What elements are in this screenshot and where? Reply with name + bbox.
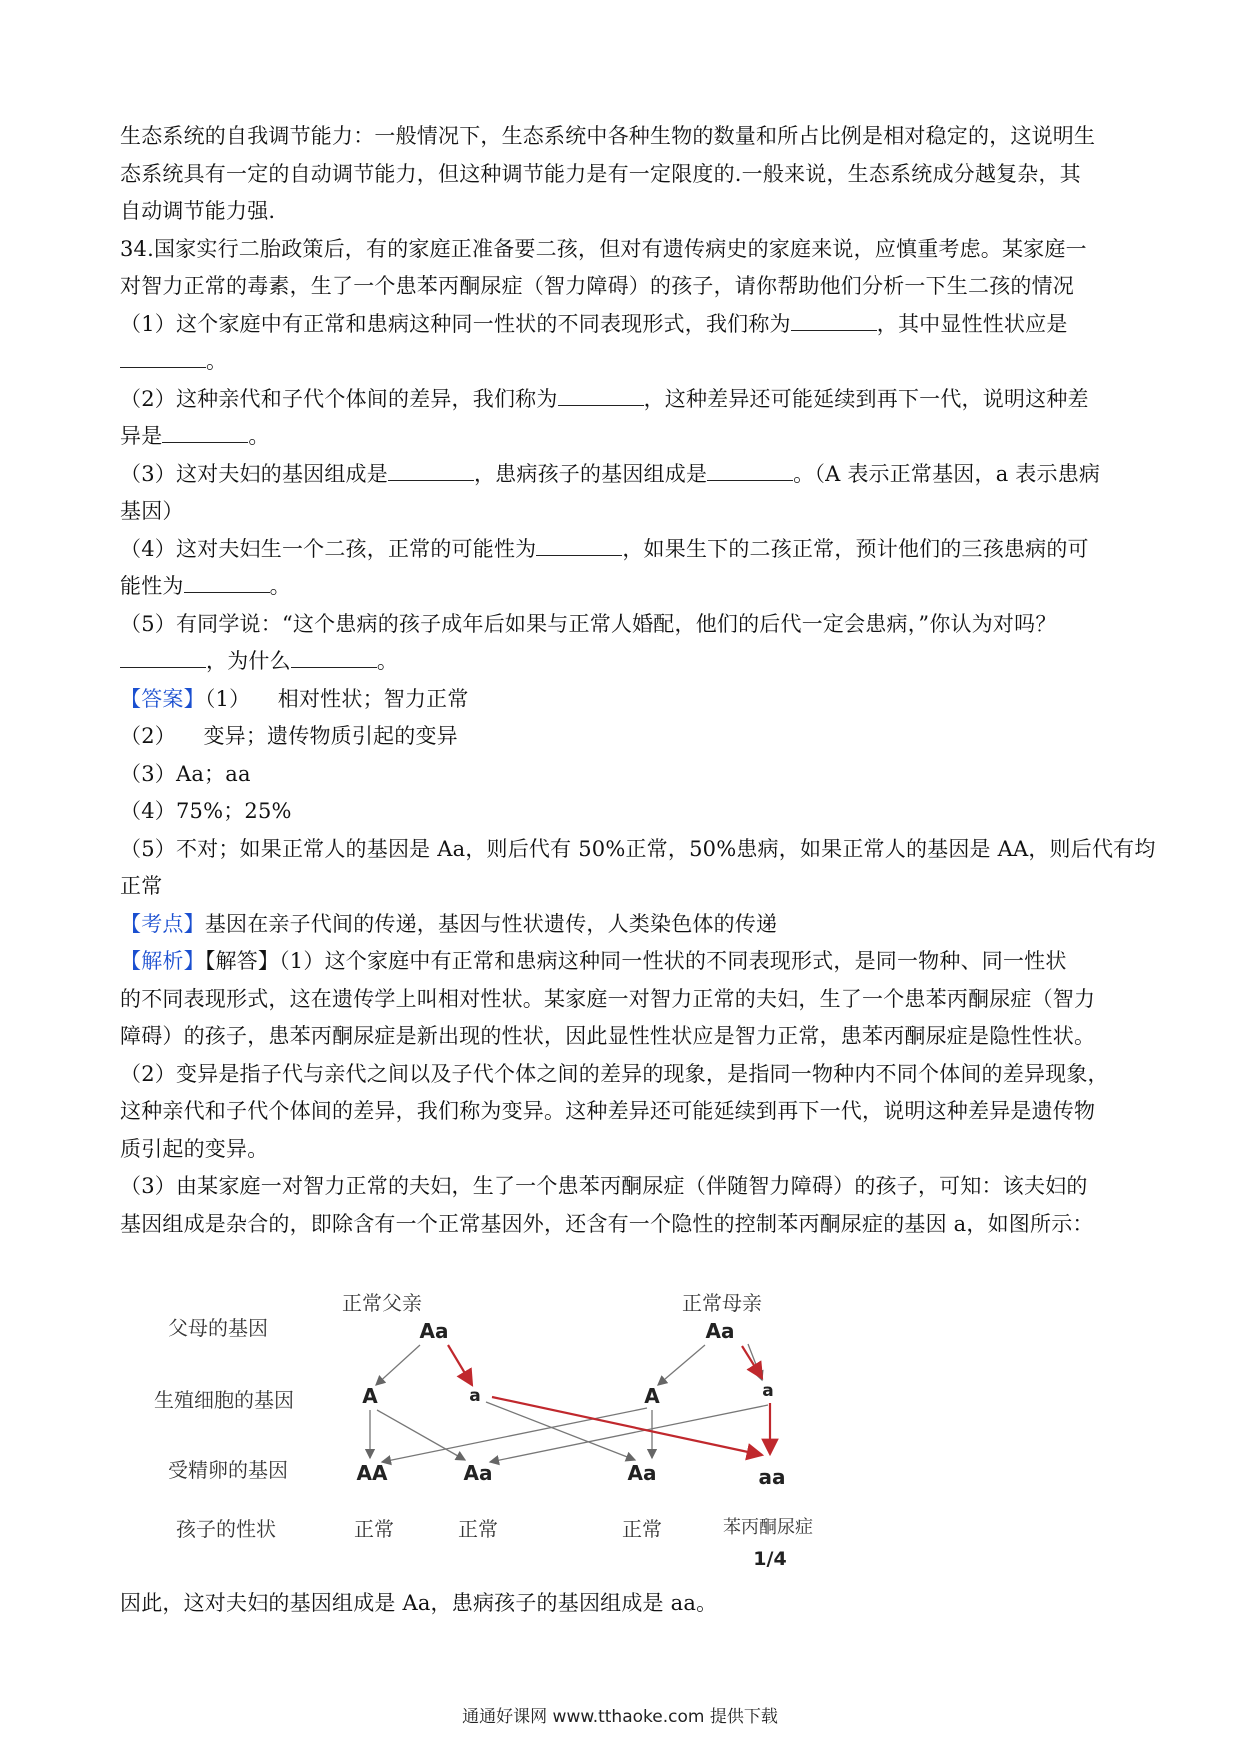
answer-blank	[291, 647, 377, 668]
q3-text: 。（A 表示正常基因，a 表示患病	[793, 461, 1101, 486]
gamete-A-father: A	[362, 1384, 378, 1408]
zygote-Aa: Aa	[463, 1461, 493, 1485]
answer-line	[120, 681, 1130, 719]
paragraph-line: 生态系统的自我调节能力：一般情况下，生态系统中各种生物的数量和所占比例是相对稳定的，这说明生	[120, 124, 1096, 148]
trait-label: 正常	[622, 1517, 662, 1541]
q4-text: ，如果生下的二孩正常，预计他们的三孩患病的可	[622, 536, 1089, 561]
trait-label: 正常	[458, 1517, 498, 1541]
jiexi-line: 这种亲代和子代个体间的差异，我们称为变异。这种差异还可能延续到再下一代，说明这种差异是遗传物	[120, 1099, 1096, 1123]
inheritance-diagram	[120, 1290, 870, 1580]
kaodian-line	[120, 906, 1130, 944]
page-footer: 通通好课网 www.tthaoke.com 提供下载	[462, 1707, 778, 1727]
gamete-A-mother: A	[644, 1384, 660, 1408]
question-4	[120, 531, 1130, 569]
jiexi-line: 的不同表现形式，这在遗传学上叫相对性状。某家庭一对智力正常的夫妇，生了一个患苯丙酮尿症（智力	[120, 986, 1096, 1011]
red-arrow	[492, 1397, 762, 1455]
answer-line: （2） 变异；遗传物质引起的变异	[120, 724, 458, 748]
father-title: 正常父亲	[342, 1291, 422, 1315]
q5-text: 。	[376, 649, 399, 673]
q2-text: ，这种差异还可能延续到再下一代，说明这种差	[643, 386, 1089, 411]
jiexi-line: 基因组成是杂合的，即除含有一个正常基因外，还含有一个隐性的控制苯丙酮尿症的基因 a，如图所示：	[120, 1211, 1094, 1236]
mother-genotype: Aa	[705, 1319, 735, 1343]
question-4-cont	[120, 568, 1130, 606]
arrow	[490, 1405, 768, 1462]
q4-text: 能性为	[120, 574, 184, 598]
zygote-Aa: Aa	[627, 1461, 657, 1485]
question-1	[120, 306, 1130, 344]
answer-blank	[184, 572, 270, 593]
question-34-line: 对智力正常的毒素，生了一个患苯丙酮尿症（智力障碍）的孩子，请你帮助他们分析一下生二孩的情况	[120, 274, 1074, 298]
paragraph-line: 态系统具有一定的自动调节能力，但这种调节能力是有一定限度的.一般来说，生态系统成分越复杂，其	[120, 161, 1081, 186]
answer-blank	[120, 647, 206, 668]
arrow	[658, 1345, 705, 1385]
q5-text: ，为什么	[206, 649, 291, 673]
row-label: 生殖细胞的基因	[154, 1388, 294, 1412]
answer-text: （1） 相对性状；智力正常	[204, 686, 469, 711]
answer-line: （5）不对；如果正常人的基因是 Aa，则后代有 50%正常，50%患病，如果正常人的基因是 AA，则后代有均	[120, 836, 1156, 861]
answer-blank	[707, 460, 793, 481]
red-arrow	[742, 1346, 762, 1378]
arrow	[376, 1345, 420, 1385]
red-arrow	[448, 1345, 472, 1385]
answer-blank	[558, 385, 644, 406]
question-5: （5）有同学说：“这个患病的孩子成年后如果与正常人婚配，他们的后代一定会患病，”你认为对吗？	[120, 611, 1057, 636]
gamete-a-father: a	[469, 1386, 481, 1406]
question-5-cont	[120, 643, 1130, 681]
question-2	[120, 381, 1130, 419]
jiexi-line: 障碍）的孩子，患苯丙酮尿症是新出现的性状，因此显性性状应是智力正常，患苯丙酮尿症是隐性性状。	[120, 1024, 1096, 1048]
arrow	[377, 1410, 465, 1460]
q1-text: ，其中显性性状应是	[876, 311, 1068, 336]
answer-line: 正常	[120, 874, 163, 898]
document-body	[120, 118, 1156, 1243]
q2-text: 异是	[120, 424, 163, 448]
gamete-a-mother: a	[762, 1381, 774, 1401]
answer-blank	[536, 535, 622, 556]
answer-line: （3）Aa；aa	[120, 761, 251, 786]
jiexi-line: 质引起的变异。	[120, 1136, 269, 1161]
answer-line: （4）75%；25%	[120, 799, 292, 823]
answer-blank	[388, 460, 474, 481]
answer-blank	[791, 310, 877, 331]
jiexi-line	[120, 943, 1130, 981]
row-label: 父母的基因	[168, 1316, 268, 1340]
answer-tag: 【答案】	[120, 686, 205, 711]
mother-title: 正常母亲	[682, 1291, 762, 1315]
paragraph-line: 自动调节能力强.	[120, 199, 276, 223]
q3-text: ，患病孩子的基因组成是	[473, 461, 708, 486]
trait-label: 正常	[354, 1517, 394, 1541]
kaodian-text: 基因在亲子代间的传递，基因与性状遗传，人类染色体的传递	[204, 911, 778, 936]
q2-text: （2）这种亲代和子代个体间的差异，我们称为	[120, 386, 558, 411]
question-1-cont	[120, 343, 1130, 381]
trait-label: 苯丙酮尿症	[723, 1517, 813, 1538]
conclusion-line: 因此，这对夫妇的基因组成是 Aa，患病孩子的基因组成是 aa。	[120, 1591, 718, 1615]
kaodian-tag: 【考点】	[120, 911, 205, 936]
zygote-AA: AA	[356, 1461, 388, 1485]
question-3-cont: 基因）	[120, 499, 184, 523]
q1-text: 。	[206, 349, 228, 373]
row-label: 受精卵的基因	[168, 1458, 288, 1482]
question-34-line: 34.国家实行二胎政策后，有的家庭正准备要二孩，但对有遗传病史的家庭来说，应慎重考虑。某家庭一	[120, 236, 1087, 261]
q4-text: 。	[269, 574, 291, 598]
question-2-cont	[120, 418, 1130, 456]
question-3	[120, 456, 1130, 494]
q4-text: （4）这对夫妇生一个二孩，正常的可能性为	[120, 536, 537, 561]
zygote-aa: aa	[758, 1465, 786, 1489]
jiexi-line: （2）变异是指子代与亲代之间以及子代个体之间的差异的现象，是指同一物种内不同个体间的差异现象，	[120, 1061, 1109, 1086]
ratio-label: 1/4	[753, 1548, 787, 1570]
q2-text: 。	[248, 424, 270, 448]
q1-text: （1）这个家庭中有正常和患病这种同一性状的不同表现形式，我们称为	[120, 311, 791, 336]
jiexi-text: 【解答】（1）这个家庭中有正常和患病这种同一性状的不同表现形式，是同一物种、同一性状	[204, 949, 1067, 973]
jiexi-tag: 【解析】	[120, 949, 205, 973]
answer-blank	[162, 422, 248, 443]
answer-blank	[120, 347, 206, 368]
q3-text: （3）这对夫妇的基因组成是	[120, 461, 388, 486]
jiexi-line: （3）由某家庭一对智力正常的夫妇，生了一个患苯丙酮尿症（伴随智力障碍）的孩子，可知：该夫妇的	[120, 1174, 1088, 1198]
father-genotype: Aa	[419, 1319, 449, 1343]
row-label: 孩子的性状	[176, 1517, 276, 1541]
